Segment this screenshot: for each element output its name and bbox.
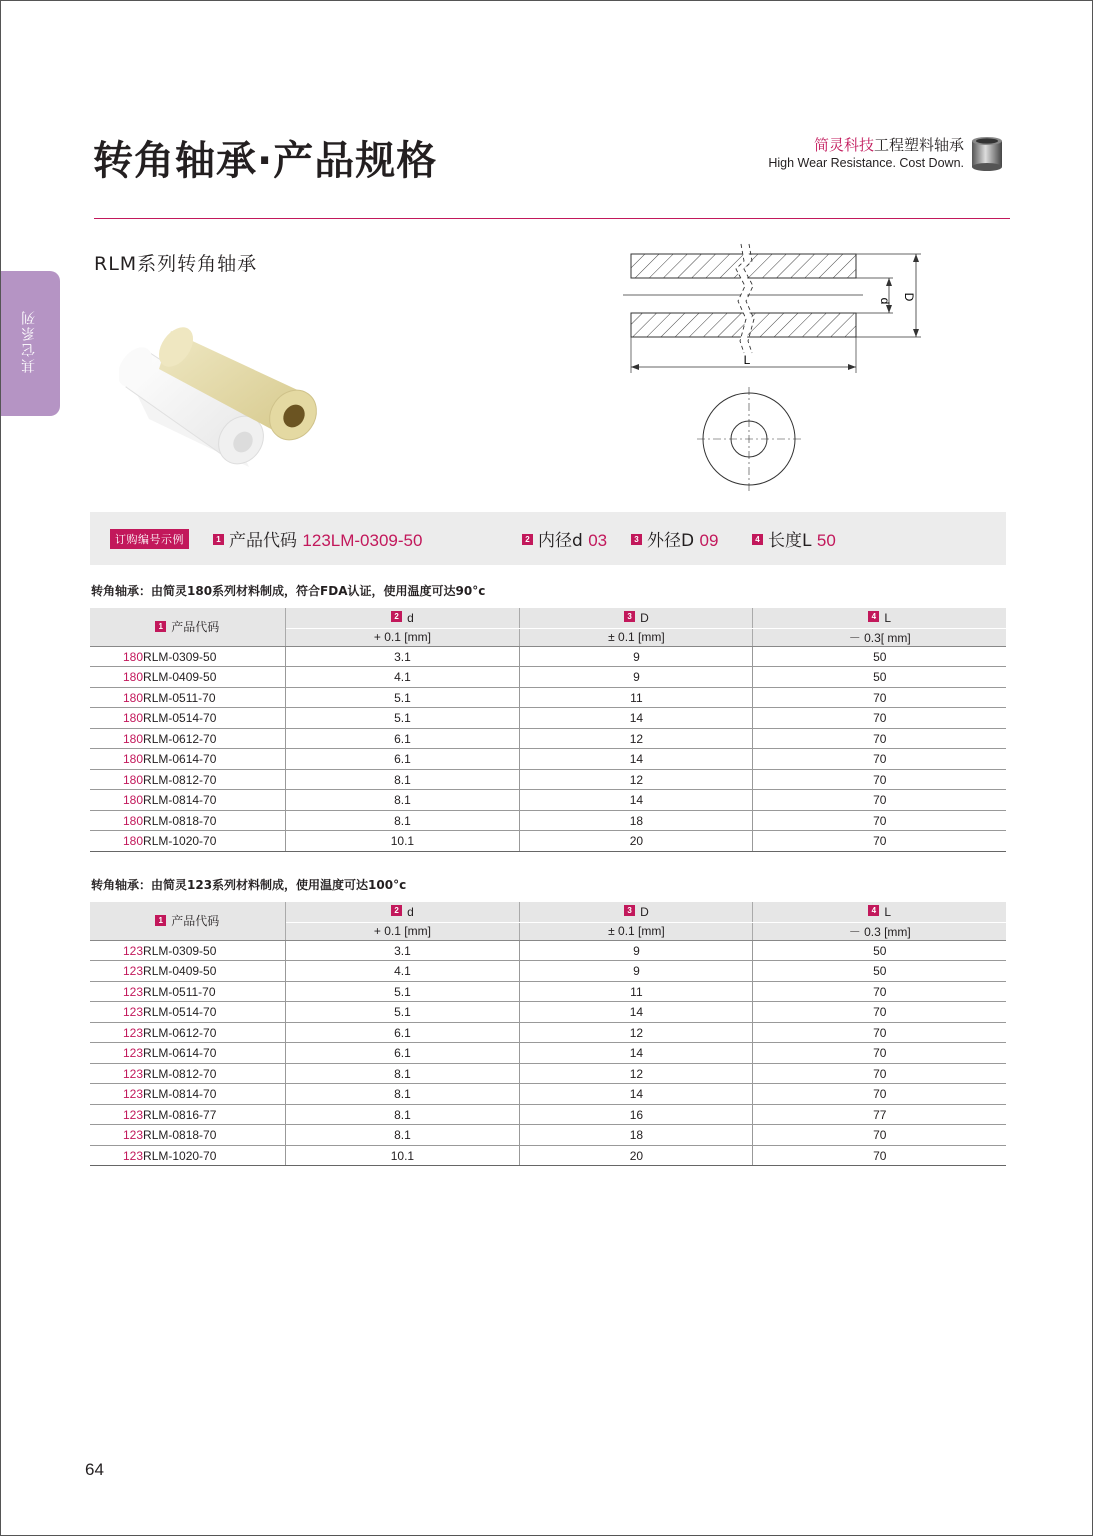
brand-slogan: High Wear Resistance. Cost Down. <box>768 156 964 170</box>
table-row <box>90 1063 1006 1084</box>
page-title: 转角轴承·产品规格 <box>93 138 438 184</box>
order-item-inner-diameter: 2 内径d 03 <box>522 526 607 551</box>
brand-name-rest: 工程塑料轴承 <box>873 136 964 154</box>
cell-D: 14 <box>520 749 753 770</box>
table-row <box>90 1022 1006 1043</box>
cell-D: 18 <box>520 1125 753 1146</box>
cell-d: 6.1 <box>285 1022 520 1043</box>
cell-D: 9 <box>520 961 753 982</box>
cell-d: 5.1 <box>285 708 520 729</box>
table-row <box>90 769 1006 790</box>
cell-L: 50 <box>753 961 1006 982</box>
cell-D: 18 <box>520 810 753 831</box>
cell-D: 9 <box>520 940 753 961</box>
table-row <box>90 1043 1006 1064</box>
table-row <box>90 646 1006 667</box>
cell-code: 123RLM-0409-50 <box>90 961 285 982</box>
order-item-code: 1 产品代码 123LM-0309-50 <box>213 526 422 551</box>
col-sub-L-tolerance: － 0.3[ mm] <box>753 628 1006 646</box>
cell-L: 50 <box>753 646 1006 667</box>
page-number: 64 <box>85 1460 104 1479</box>
cell-code: 123RLM-0514-70 <box>90 1002 285 1023</box>
cell-code: 180RLM-0409-50 <box>90 667 285 688</box>
col-header-D: 3 D <box>520 902 753 922</box>
cell-code: 180RLM-0511-70 <box>90 687 285 708</box>
cell-D: 20 <box>520 831 753 852</box>
cell-L: 77 <box>753 1104 1006 1125</box>
dim-D-label: D <box>902 292 916 302</box>
table-row <box>90 749 1006 770</box>
col-sub-d-tolerance: + 0.1 [mm] <box>285 922 520 940</box>
cell-L: 70 <box>753 810 1006 831</box>
col-header-d: 2 d <box>285 902 520 922</box>
cell-d: 3.1 <box>285 646 520 667</box>
cell-L: 70 <box>753 1084 1006 1105</box>
cell-d: 8.1 <box>285 1125 520 1146</box>
cell-code: 180RLM-0614-70 <box>90 749 285 770</box>
cell-D: 14 <box>520 708 753 729</box>
table-row <box>90 981 1006 1002</box>
cell-d: 5.1 <box>285 1002 520 1023</box>
cell-D: 12 <box>520 1063 753 1084</box>
order-item-outer-diameter: 3 外径D 09 <box>631 526 718 551</box>
cell-D: 12 <box>520 1022 753 1043</box>
order-example-bar <box>90 512 1006 565</box>
table-180-caption: 转角轴承：由简灵180系列材料制成，符合FDA认证，使用温度可达90°c <box>91 584 486 598</box>
cell-code: 180RLM-0309-50 <box>90 646 285 667</box>
cell-code: 180RLM-0514-70 <box>90 708 285 729</box>
cell-code: 180RLM-0812-70 <box>90 769 285 790</box>
cell-L: 70 <box>753 728 1006 749</box>
cell-code: 123RLM-0816-77 <box>90 1104 285 1125</box>
cell-L: 70 <box>753 790 1006 811</box>
cell-D: 11 <box>520 981 753 1002</box>
technical-drawing <box>601 241 941 496</box>
brand-name <box>768 134 964 155</box>
cell-d: 8.1 <box>285 810 520 831</box>
cell-D: 11 <box>520 687 753 708</box>
cell-L: 70 <box>753 1145 1006 1166</box>
cell-code: 123RLM-0818-70 <box>90 1125 285 1146</box>
col-header-L: 4 L <box>753 902 1006 922</box>
cell-L: 50 <box>753 940 1006 961</box>
cell-L: 70 <box>753 687 1006 708</box>
table-row <box>90 831 1006 852</box>
cell-D: 12 <box>520 769 753 790</box>
cell-d: 8.1 <box>285 1084 520 1105</box>
spec-table-123 <box>90 902 1006 1166</box>
cell-code: 180RLM-0814-70 <box>90 790 285 811</box>
col-header-code: 1 产品代码 <box>90 608 285 646</box>
cell-code: 180RLM-0612-70 <box>90 728 285 749</box>
col-header-D: 3 D <box>520 608 753 628</box>
table-row <box>90 810 1006 831</box>
cell-code: 123RLM-0309-50 <box>90 940 285 961</box>
table-row <box>90 687 1006 708</box>
side-tab-other-series[interactable] <box>1 271 60 416</box>
cell-code: 123RLM-0812-70 <box>90 1063 285 1084</box>
table-row <box>90 1145 1006 1166</box>
brand-name-pink: 简灵科技 <box>813 136 874 154</box>
cell-code: 123RLM-1020-70 <box>90 1145 285 1166</box>
cell-code: 123RLM-0612-70 <box>90 1022 285 1043</box>
cell-d: 8.1 <box>285 1104 520 1125</box>
cell-d: 8.1 <box>285 769 520 790</box>
cell-D: 12 <box>520 728 753 749</box>
side-tab-label: 其它系列 <box>21 309 37 373</box>
cell-D: 9 <box>520 667 753 688</box>
cell-D: 14 <box>520 1084 753 1105</box>
col-header-L: 4 L <box>753 608 1006 628</box>
cell-D: 14 <box>520 1043 753 1064</box>
table-row <box>90 1125 1006 1146</box>
cell-L: 70 <box>753 1022 1006 1043</box>
col-header-d: 2 d <box>285 608 520 628</box>
cell-D: 20 <box>520 1145 753 1166</box>
cell-L: 70 <box>753 749 1006 770</box>
cell-L: 70 <box>753 981 1006 1002</box>
cell-code: 123RLM-0511-70 <box>90 981 285 1002</box>
cell-d: 10.1 <box>285 1145 520 1166</box>
cell-d: 6.1 <box>285 1043 520 1064</box>
cell-code: 180RLM-0818-70 <box>90 810 285 831</box>
cell-D: 14 <box>520 790 753 811</box>
cell-L: 70 <box>753 1002 1006 1023</box>
col-header-code: 1 产品代码 <box>90 902 285 940</box>
table-row <box>90 961 1006 982</box>
table-123-caption: 转角轴承：由简灵123系列材料制成，使用温度可达100°c <box>91 878 407 892</box>
table-row <box>90 708 1006 729</box>
cell-d: 10.1 <box>285 831 520 852</box>
col-sub-D-tolerance: ± 0.1 [mm] <box>520 922 753 940</box>
table-row <box>90 1084 1006 1105</box>
cell-D: 14 <box>520 1002 753 1023</box>
cell-d: 8.1 <box>285 1063 520 1084</box>
dim-L-label: L <box>743 353 751 367</box>
table-row <box>90 728 1006 749</box>
cell-d: 6.1 <box>285 749 520 770</box>
table-row <box>90 940 1006 961</box>
cell-d: 5.1 <box>285 981 520 1002</box>
cell-d: 6.1 <box>285 728 520 749</box>
cell-L: 70 <box>753 1063 1006 1084</box>
cell-D: 16 <box>520 1104 753 1125</box>
col-sub-d-tolerance: + 0.1 [mm] <box>285 628 520 646</box>
order-example-tag: 订购编号示例 <box>110 529 189 549</box>
table-row <box>90 790 1006 811</box>
cell-code: 123RLM-0814-70 <box>90 1084 285 1105</box>
spec-table-180 <box>90 608 1006 852</box>
cell-L: 70 <box>753 1125 1006 1146</box>
col-sub-D-tolerance: ± 0.1 [mm] <box>520 628 753 646</box>
cell-d: 3.1 <box>285 940 520 961</box>
cell-code: 180RLM-1020-70 <box>90 831 285 852</box>
order-item-length: 4 长度L 50 <box>752 526 836 551</box>
cell-code: 123RLM-0614-70 <box>90 1043 285 1064</box>
brand-block <box>768 134 964 170</box>
cell-d: 5.1 <box>285 687 520 708</box>
cell-D: 9 <box>520 646 753 667</box>
table-row <box>90 1002 1006 1023</box>
cell-L: 50 <box>753 667 1006 688</box>
col-sub-L-tolerance: － 0.3 [mm] <box>753 922 1006 940</box>
series-title: RLM系列转角轴承 <box>94 253 258 275</box>
product-photo <box>119 319 319 469</box>
table-row <box>90 1104 1006 1125</box>
cell-L: 70 <box>753 831 1006 852</box>
cell-d: 4.1 <box>285 667 520 688</box>
cell-d: 4.1 <box>285 961 520 982</box>
cell-L: 70 <box>753 1043 1006 1064</box>
header-divider <box>94 218 1010 219</box>
cell-L: 70 <box>753 708 1006 729</box>
dim-d-label: d <box>878 297 892 305</box>
cell-L: 70 <box>753 769 1006 790</box>
cell-d: 8.1 <box>285 790 520 811</box>
bearing-logo-icon <box>970 135 1004 171</box>
table-row <box>90 667 1006 688</box>
